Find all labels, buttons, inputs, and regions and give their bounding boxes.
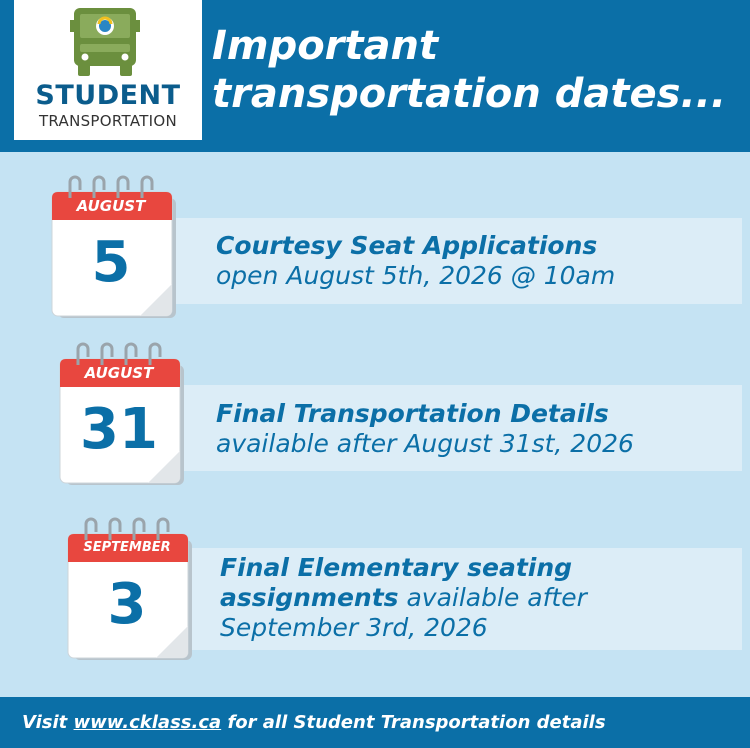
website-link[interactable]: www.cklass.ca: [73, 712, 222, 733]
event-courtesy-seat: [216, 231, 741, 291]
event-detail: available after August 31st, 2026: [216, 429, 634, 458]
calendar-month: AUGUST: [84, 364, 154, 382]
calendar-icon: [44, 172, 179, 322]
event-elementary-seating: [220, 553, 745, 643]
event-title-emphasis: assignments: [220, 583, 399, 612]
event-detail-line-3: September 3rd, 2026: [220, 613, 488, 642]
event-detail: open August 5th, 2026 @ 10am: [216, 261, 616, 290]
headline-line-1: Important: [212, 23, 439, 69]
event-title: Final Elementary seating: [220, 553, 573, 582]
calendar-month: SEPTEMBER: [83, 540, 171, 555]
page-headline: [212, 22, 742, 118]
event-final-details: [216, 399, 741, 459]
logo: [14, 0, 202, 140]
bus-icon: [68, 6, 142, 80]
calendar-day: 3: [107, 572, 147, 637]
event-detail: available after: [398, 583, 587, 612]
header-banner: [0, 0, 750, 152]
event-title: Final Transportation Details: [216, 399, 609, 428]
logo-subtitle: TRANSPORTATION: [38, 112, 178, 130]
footer-prefix: Visit: [22, 712, 74, 733]
event-title: Courtesy Seat Applications: [216, 231, 598, 260]
calendar-icon: [60, 514, 195, 664]
footer-banner: [0, 697, 750, 748]
headline-line-2: transportation dates...: [212, 71, 727, 117]
logo-title: STUDENT: [35, 80, 181, 111]
calendar-day: 5: [91, 230, 131, 295]
calendar-icon: [52, 339, 187, 489]
footer-suffix: for all Student Transportation details: [221, 712, 606, 733]
calendar-month: AUGUST: [76, 197, 146, 215]
calendar-day: 31: [80, 397, 158, 462]
event-title-line-2: [220, 583, 745, 613]
